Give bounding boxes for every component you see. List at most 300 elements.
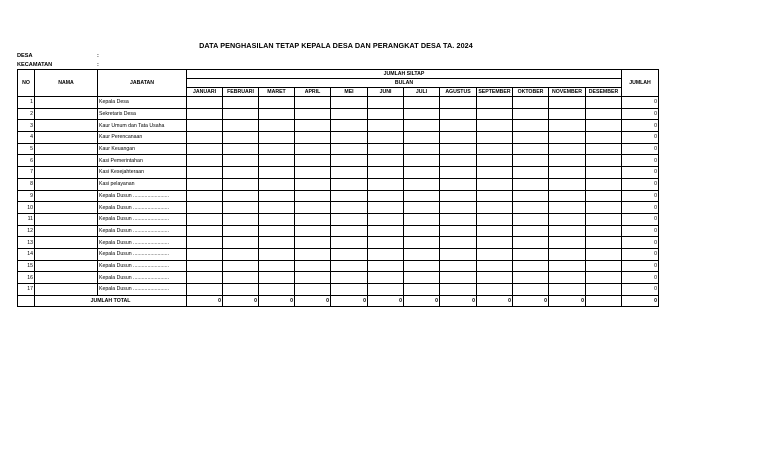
row-month-cell[interactable] <box>404 120 440 132</box>
row-month-cell[interactable] <box>586 202 622 214</box>
header-month-desember: DESEMBER <box>586 88 622 97</box>
row-month-cell[interactable] <box>259 178 295 190</box>
row-month-cell[interactable] <box>404 284 440 296</box>
table-body <box>18 97 659 307</box>
row-jabatan: Sekretaris Desa <box>98 108 187 120</box>
row-month-cell[interactable] <box>187 155 223 167</box>
row-month-cell[interactable] <box>477 248 513 260</box>
header-month-agustus: AGUSTUS <box>440 88 477 97</box>
row-month-cell[interactable] <box>187 120 223 132</box>
row-month-cell[interactable] <box>549 155 586 167</box>
row-month-cell[interactable] <box>368 143 404 155</box>
row-month-cell[interactable] <box>586 284 622 296</box>
row-month-cell[interactable] <box>549 108 586 120</box>
total-month-cell: 0 <box>295 295 331 307</box>
row-month-cell[interactable] <box>586 97 622 109</box>
row-number: 5 <box>18 143 35 155</box>
row-month-cell[interactable] <box>295 284 331 296</box>
row-month-cell[interactable] <box>259 225 295 237</box>
row-month-cell[interactable] <box>187 202 223 214</box>
row-month-cell[interactable] <box>549 272 586 284</box>
row-nama[interactable] <box>35 178 98 190</box>
row-jumlah: 0 <box>622 178 659 190</box>
row-month-cell[interactable] <box>586 167 622 179</box>
row-month-cell[interactable] <box>513 97 549 109</box>
row-month-cell[interactable] <box>295 178 331 190</box>
row-month-cell[interactable] <box>549 120 586 132</box>
row-month-cell[interactable] <box>368 120 404 132</box>
row-month-cell[interactable] <box>513 120 549 132</box>
total-month-cell: 0 <box>404 295 440 307</box>
row-number: 12 <box>18 225 35 237</box>
desa-label: DESA <box>17 53 33 59</box>
row-month-cell[interactable] <box>223 167 259 179</box>
row-nama[interactable] <box>35 132 98 144</box>
row-month-cell[interactable] <box>295 213 331 225</box>
row-month-cell[interactable] <box>440 225 477 237</box>
row-month-cell[interactable] <box>404 155 440 167</box>
row-month-cell[interactable] <box>331 225 368 237</box>
total-month-cell: 0 <box>223 295 259 307</box>
row-number: 1 <box>18 97 35 109</box>
row-month-cell[interactable] <box>477 143 513 155</box>
row-nama[interactable] <box>35 237 98 249</box>
row-month-cell[interactable] <box>295 248 331 260</box>
row-month-cell[interactable] <box>223 190 259 202</box>
row-month-cell[interactable] <box>440 190 477 202</box>
row-month-cell[interactable] <box>404 167 440 179</box>
row-jabatan: Kepala Dusun ......................... <box>98 272 187 284</box>
row-month-cell[interactable] <box>404 178 440 190</box>
row-number: 7 <box>18 167 35 179</box>
row-month-cell[interactable] <box>223 237 259 249</box>
row-month-cell[interactable] <box>295 143 331 155</box>
row-month-cell[interactable] <box>368 97 404 109</box>
row-month-cell[interactable] <box>513 284 549 296</box>
row-month-cell[interactable] <box>477 120 513 132</box>
row-month-cell[interactable] <box>477 97 513 109</box>
row-jumlah: 0 <box>622 248 659 260</box>
row-month-cell[interactable] <box>368 284 404 296</box>
row-month-cell[interactable] <box>295 202 331 214</box>
row-month-cell[interactable] <box>331 248 368 260</box>
header-month-juni: JUNI <box>368 88 404 97</box>
row-month-cell[interactable] <box>549 167 586 179</box>
row-month-cell[interactable] <box>440 97 477 109</box>
total-month-cell: 0 <box>440 295 477 307</box>
row-month-cell[interactable] <box>187 167 223 179</box>
row-month-cell[interactable] <box>368 237 404 249</box>
row-month-cell[interactable] <box>513 202 549 214</box>
table-row <box>18 178 659 190</box>
row-month-cell[interactable] <box>368 178 404 190</box>
table-row <box>18 260 659 272</box>
table-row <box>18 237 659 249</box>
row-month-cell[interactable] <box>549 178 586 190</box>
row-number: 4 <box>18 132 35 144</box>
row-month-cell[interactable] <box>368 272 404 284</box>
row-month-cell[interactable] <box>513 260 549 272</box>
header-month-september: SEPTEMBER <box>478 88 511 95</box>
row-month-cell[interactable] <box>259 108 295 120</box>
row-month-cell[interactable] <box>259 97 295 109</box>
row-month-cell[interactable] <box>404 202 440 214</box>
table-row <box>18 225 659 237</box>
row-month-cell[interactable] <box>295 237 331 249</box>
total-no-cell <box>18 295 35 307</box>
row-month-cell[interactable] <box>295 260 331 272</box>
row-month-cell[interactable] <box>295 132 331 144</box>
row-month-cell[interactable] <box>513 178 549 190</box>
row-month-cell[interactable] <box>477 132 513 144</box>
row-month-cell[interactable] <box>223 120 259 132</box>
row-number: 13 <box>18 237 35 249</box>
row-month-cell[interactable] <box>295 155 331 167</box>
row-month-cell[interactable] <box>368 202 404 214</box>
row-month-cell[interactable] <box>331 120 368 132</box>
header-bulan: BULAN <box>187 79 622 88</box>
row-jumlah: 0 <box>622 260 659 272</box>
row-month-cell[interactable] <box>477 178 513 190</box>
row-month-cell[interactable] <box>586 132 622 144</box>
row-month-cell[interactable] <box>440 167 477 179</box>
row-month-cell[interactable] <box>295 167 331 179</box>
row-month-cell[interactable] <box>259 167 295 179</box>
row-month-cell[interactable] <box>440 178 477 190</box>
total-month-cell: 0 <box>187 295 223 307</box>
row-month-cell[interactable] <box>259 260 295 272</box>
row-jumlah: 0 <box>622 108 659 120</box>
row-month-cell[interactable] <box>187 178 223 190</box>
row-month-cell[interactable] <box>331 143 368 155</box>
row-month-cell[interactable] <box>549 190 586 202</box>
row-month-cell[interactable] <box>586 248 622 260</box>
row-month-cell[interactable] <box>440 143 477 155</box>
row-month-cell[interactable] <box>513 155 549 167</box>
row-number: 3 <box>18 120 35 132</box>
row-month-cell[interactable] <box>440 202 477 214</box>
row-number: 17 <box>18 284 35 296</box>
document-title: DATA PENGHASILAN TETAP KEPALA DESA DAN PERANGKAT DESA TA. 2024 <box>199 41 473 50</box>
row-jumlah: 0 <box>622 202 659 214</box>
row-month-cell[interactable] <box>440 132 477 144</box>
row-month-cell[interactable] <box>223 143 259 155</box>
row-month-cell[interactable] <box>368 155 404 167</box>
row-month-cell[interactable] <box>586 260 622 272</box>
row-month-cell[interactable] <box>477 108 513 120</box>
row-month-cell[interactable] <box>259 155 295 167</box>
row-month-cell[interactable] <box>513 248 549 260</box>
row-month-cell[interactable] <box>259 272 295 284</box>
row-month-cell[interactable] <box>440 260 477 272</box>
row-month-cell[interactable] <box>187 143 223 155</box>
header-jumlah: JUMLAH <box>622 70 659 97</box>
row-month-cell[interactable] <box>187 284 223 296</box>
row-month-cell[interactable] <box>513 190 549 202</box>
row-jabatan: Kepala Dusun ......................... <box>98 202 187 214</box>
header-month-januari: JANUARI <box>187 88 223 97</box>
row-number: 9 <box>18 190 35 202</box>
row-nama[interactable] <box>35 260 98 272</box>
row-month-cell[interactable] <box>513 272 549 284</box>
header-month-maret: MARET <box>259 88 295 97</box>
row-month-cell[interactable] <box>187 237 223 249</box>
row-month-cell[interactable] <box>331 213 368 225</box>
total-month-cell <box>586 295 622 307</box>
table-row <box>18 213 659 225</box>
row-month-cell[interactable] <box>586 178 622 190</box>
row-month-cell[interactable] <box>513 237 549 249</box>
row-month-cell[interactable] <box>477 155 513 167</box>
row-month-cell[interactable] <box>223 260 259 272</box>
row-month-cell[interactable] <box>586 237 622 249</box>
row-month-cell[interactable] <box>368 260 404 272</box>
row-month-cell[interactable] <box>187 190 223 202</box>
row-jabatan: Kaur Umum dan Tata Usaha <box>98 120 187 132</box>
row-month-cell[interactable] <box>477 167 513 179</box>
row-month-cell[interactable] <box>223 178 259 190</box>
header-jumlah-siltap: JUMLAH SILTAP <box>187 70 622 79</box>
row-month-cell[interactable] <box>404 143 440 155</box>
row-month-cell[interactable] <box>368 248 404 260</box>
row-nama[interactable] <box>35 108 98 120</box>
row-month-cell[interactable] <box>223 272 259 284</box>
row-month-cell[interactable] <box>549 143 586 155</box>
row-month-cell[interactable] <box>477 260 513 272</box>
row-month-cell[interactable] <box>440 237 477 249</box>
row-month-cell[interactable] <box>295 190 331 202</box>
row-month-cell[interactable] <box>404 132 440 144</box>
header-nama: NAMA <box>35 70 98 97</box>
row-nama[interactable] <box>35 97 98 109</box>
row-month-cell[interactable] <box>549 260 586 272</box>
row-month-cell[interactable] <box>477 272 513 284</box>
row-month-cell[interactable] <box>586 108 622 120</box>
row-number: 2 <box>18 108 35 120</box>
row-month-cell[interactable] <box>295 225 331 237</box>
total-month-cell: 0 <box>477 295 513 307</box>
row-month-cell[interactable] <box>549 284 586 296</box>
row-jumlah: 0 <box>622 190 659 202</box>
kecamatan-colon: : <box>97 62 99 68</box>
row-jumlah: 0 <box>622 143 659 155</box>
desa-colon: : <box>97 53 99 59</box>
row-month-cell[interactable] <box>404 213 440 225</box>
row-month-cell[interactable] <box>477 237 513 249</box>
row-month-cell[interactable] <box>259 284 295 296</box>
row-nama[interactable] <box>35 167 98 179</box>
kecamatan-field <box>17 61 99 69</box>
row-month-cell[interactable] <box>440 272 477 284</box>
row-nama[interactable] <box>35 225 98 237</box>
row-jumlah: 0 <box>622 167 659 179</box>
row-month-cell[interactable] <box>404 190 440 202</box>
row-nama[interactable] <box>35 120 98 132</box>
row-month-cell[interactable] <box>586 272 622 284</box>
row-nama[interactable] <box>35 248 98 260</box>
header-no: NO <box>18 70 35 97</box>
row-jabatan: Kepala Dusun ......................... <box>98 237 187 249</box>
header-month-oktober: OKTOBER <box>513 88 549 97</box>
row-month-cell[interactable] <box>513 143 549 155</box>
row-jumlah: 0 <box>622 272 659 284</box>
row-month-cell[interactable] <box>187 248 223 260</box>
row-month-cell[interactable] <box>586 155 622 167</box>
table-row <box>18 97 659 109</box>
row-month-cell[interactable] <box>187 108 223 120</box>
row-month-cell[interactable] <box>549 225 586 237</box>
row-month-cell[interactable] <box>440 248 477 260</box>
row-month-cell[interactable] <box>295 108 331 120</box>
row-month-cell[interactable] <box>477 190 513 202</box>
table-row <box>18 143 659 155</box>
row-month-cell[interactable] <box>295 120 331 132</box>
total-jumlah: 0 <box>622 295 659 307</box>
row-nama[interactable] <box>35 143 98 155</box>
row-nama[interactable] <box>35 284 98 296</box>
row-month-cell[interactable] <box>513 213 549 225</box>
row-month-cell[interactable] <box>223 213 259 225</box>
row-month-cell[interactable] <box>368 190 404 202</box>
row-month-cell[interactable] <box>223 155 259 167</box>
row-nama[interactable] <box>35 213 98 225</box>
row-month-cell[interactable] <box>513 132 549 144</box>
row-month-cell[interactable] <box>223 108 259 120</box>
table-row <box>18 167 659 179</box>
row-month-cell[interactable] <box>223 284 259 296</box>
row-month-cell[interactable] <box>549 237 586 249</box>
row-month-cell[interactable] <box>331 237 368 249</box>
row-month-cell[interactable] <box>187 225 223 237</box>
row-month-cell[interactable] <box>223 97 259 109</box>
row-month-cell[interactable] <box>187 260 223 272</box>
row-jumlah: 0 <box>622 284 659 296</box>
row-month-cell[interactable] <box>187 213 223 225</box>
row-month-cell[interactable] <box>513 225 549 237</box>
row-month-cell[interactable] <box>331 108 368 120</box>
row-month-cell[interactable] <box>586 120 622 132</box>
row-month-cell[interactable] <box>368 225 404 237</box>
row-month-cell[interactable] <box>440 120 477 132</box>
row-month-cell[interactable] <box>295 97 331 109</box>
row-month-cell[interactable] <box>404 108 440 120</box>
row-month-cell[interactable] <box>331 202 368 214</box>
row-month-cell[interactable] <box>404 97 440 109</box>
row-nama[interactable] <box>35 155 98 167</box>
row-jabatan: Kepala Dusun ......................... <box>98 225 187 237</box>
row-jumlah: 0 <box>622 155 659 167</box>
row-nama[interactable] <box>35 202 98 214</box>
row-month-cell[interactable] <box>586 190 622 202</box>
row-jabatan: Kasi Pemerintahan <box>98 155 187 167</box>
row-month-cell[interactable] <box>368 213 404 225</box>
row-nama[interactable] <box>35 190 98 202</box>
table-row <box>18 284 659 296</box>
row-jabatan: Kasi pelayanan <box>98 178 187 190</box>
row-month-cell[interactable] <box>259 132 295 144</box>
row-month-cell[interactable] <box>404 225 440 237</box>
row-month-cell[interactable] <box>404 237 440 249</box>
row-month-cell[interactable] <box>259 248 295 260</box>
row-month-cell[interactable] <box>549 132 586 144</box>
row-month-cell[interactable] <box>259 120 295 132</box>
row-month-cell[interactable] <box>331 190 368 202</box>
row-month-cell[interactable] <box>549 97 586 109</box>
row-jumlah: 0 <box>622 97 659 109</box>
row-month-cell[interactable] <box>223 202 259 214</box>
row-month-cell[interactable] <box>331 167 368 179</box>
row-month-cell[interactable] <box>331 178 368 190</box>
row-month-cell[interactable] <box>586 143 622 155</box>
row-month-cell[interactable] <box>404 248 440 260</box>
row-month-cell[interactable] <box>440 155 477 167</box>
row-month-cell[interactable] <box>331 97 368 109</box>
row-month-cell[interactable] <box>477 225 513 237</box>
row-month-cell[interactable] <box>331 284 368 296</box>
row-month-cell[interactable] <box>331 155 368 167</box>
row-month-cell[interactable] <box>223 248 259 260</box>
row-month-cell[interactable] <box>331 260 368 272</box>
row-month-cell[interactable] <box>368 132 404 144</box>
row-month-cell[interactable] <box>187 97 223 109</box>
row-month-cell[interactable] <box>404 272 440 284</box>
row-month-cell[interactable] <box>440 108 477 120</box>
row-month-cell[interactable] <box>368 167 404 179</box>
row-month-cell[interactable] <box>513 167 549 179</box>
siltap-table <box>17 69 659 307</box>
row-month-cell[interactable] <box>368 108 404 120</box>
row-month-cell[interactable] <box>331 132 368 144</box>
row-month-cell[interactable] <box>440 284 477 296</box>
row-month-cell[interactable] <box>586 213 622 225</box>
header-jabatan: JABATAN <box>98 70 187 97</box>
row-jabatan: Kepala Dusun ......................... <box>98 248 187 260</box>
row-month-cell[interactable] <box>440 213 477 225</box>
row-month-cell[interactable] <box>477 202 513 214</box>
row-month-cell[interactable] <box>477 213 513 225</box>
row-nama[interactable] <box>35 272 98 284</box>
row-month-cell[interactable] <box>586 225 622 237</box>
row-month-cell[interactable] <box>187 272 223 284</box>
total-month-cell: 0 <box>513 295 549 307</box>
row-month-cell[interactable] <box>477 284 513 296</box>
row-month-cell[interactable] <box>549 213 586 225</box>
row-month-cell[interactable] <box>513 108 549 120</box>
row-month-cell[interactable] <box>549 202 586 214</box>
row-number: 14 <box>18 248 35 260</box>
table-row <box>18 120 659 132</box>
row-month-cell[interactable] <box>223 225 259 237</box>
header-month-mei: MEI <box>331 88 368 97</box>
row-month-cell[interactable] <box>259 202 295 214</box>
row-jabatan: Kepala Dusun ......................... <box>98 213 187 225</box>
row-month-cell[interactable] <box>259 143 295 155</box>
row-month-cell[interactable] <box>549 248 586 260</box>
row-month-cell[interactable] <box>223 132 259 144</box>
row-month-cell[interactable] <box>187 132 223 144</box>
row-jabatan: Kaur Perencanaan <box>98 132 187 144</box>
row-month-cell[interactable] <box>259 213 295 225</box>
row-month-cell[interactable] <box>259 237 295 249</box>
total-label: JUMLAH TOTAL <box>35 295 187 307</box>
total-month-cell: 0 <box>549 295 586 307</box>
row-jabatan: Kaur Keuangan <box>98 143 187 155</box>
total-row <box>18 295 659 307</box>
row-month-cell[interactable] <box>259 190 295 202</box>
row-month-cell[interactable] <box>404 260 440 272</box>
row-month-cell[interactable] <box>295 272 331 284</box>
row-month-cell[interactable] <box>331 272 368 284</box>
